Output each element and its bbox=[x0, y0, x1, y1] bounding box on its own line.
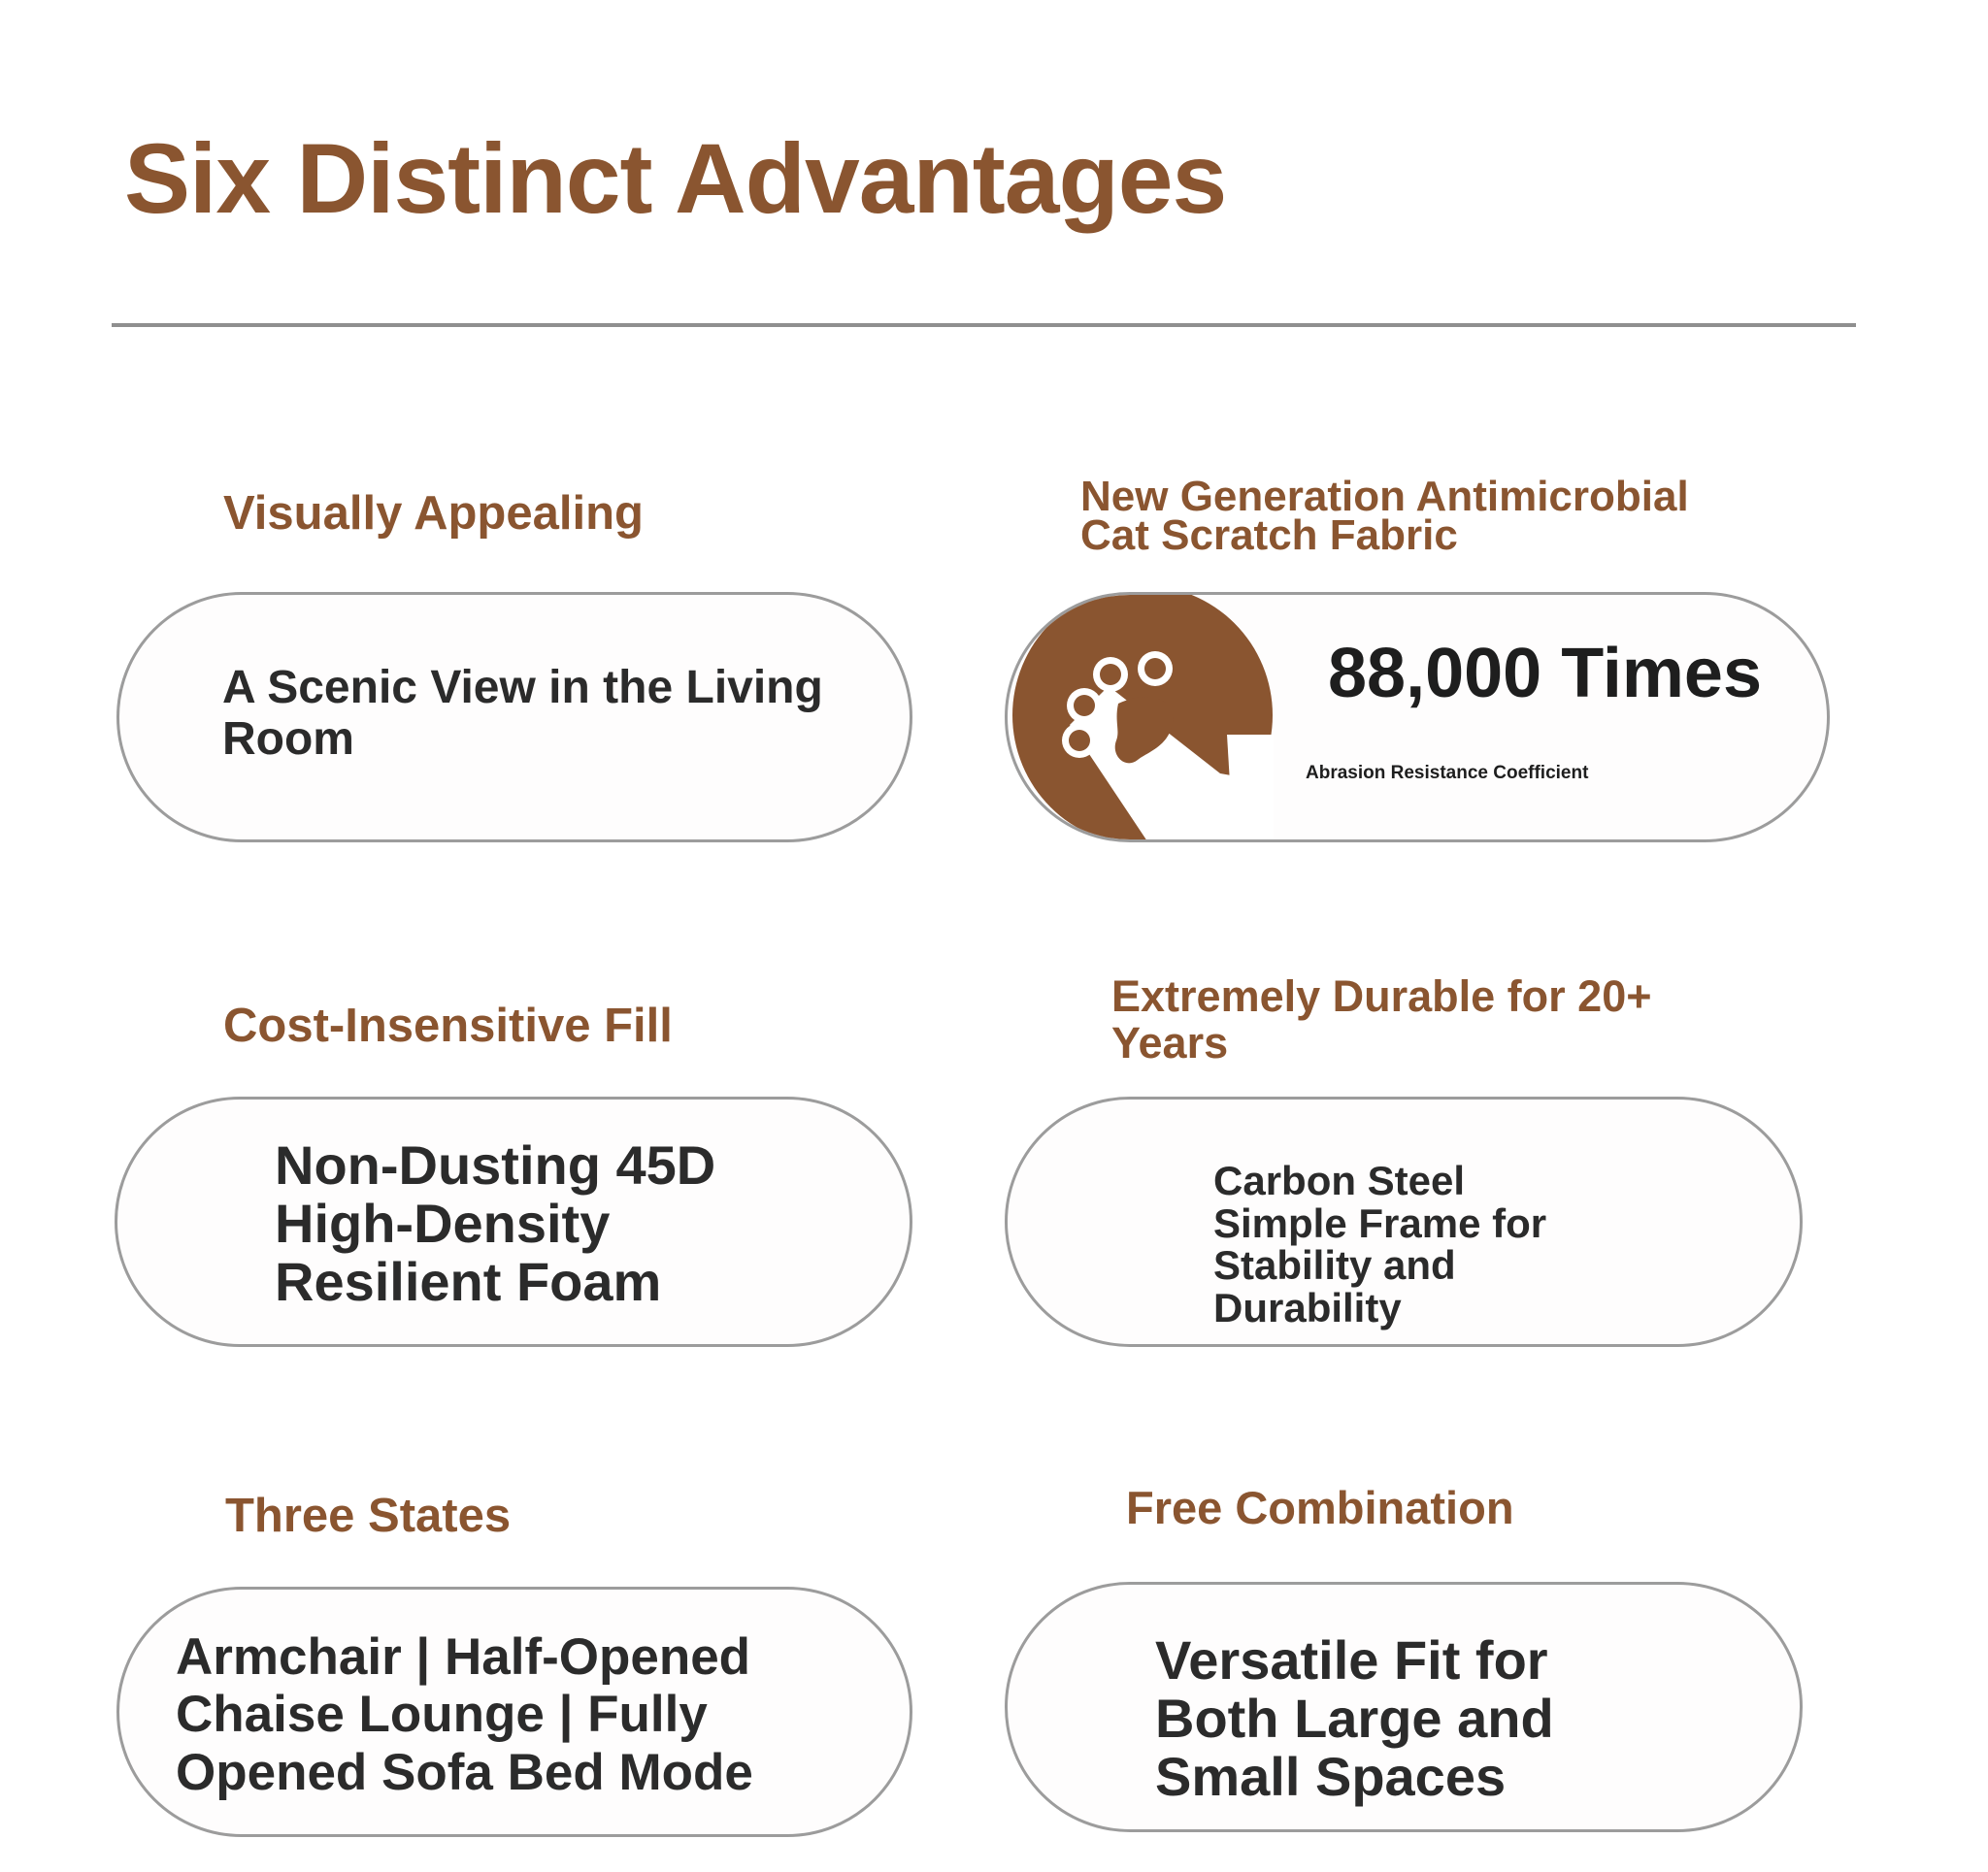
paw-scratch-icon bbox=[1005, 592, 1274, 841]
advantage-card-free-combination bbox=[1005, 1582, 1803, 1832]
advantage-card-three-states bbox=[116, 1587, 912, 1837]
advantage-card-extremely-durable bbox=[1005, 1097, 1803, 1347]
advantage-title-visually-appealing: Visually Appealing bbox=[223, 487, 644, 540]
advantage-title-extremely-durable: Extremely Durable for 20+ Years bbox=[1111, 971, 1652, 1068]
title-divider bbox=[112, 323, 1856, 327]
advantage-card-cost-insensitive-fill bbox=[115, 1097, 912, 1347]
advantage-detail-three-states: Armchair | Half-Opened Chaise Lounge | Fully Opened Sofa Bed Mode bbox=[176, 1628, 753, 1801]
advantage-title-free-combination: Free Combination bbox=[1126, 1482, 1514, 1533]
page-title: Six Distinct Advantages bbox=[124, 123, 1227, 234]
advantage-detail-versatile-fit: Versatile Fit for Both Large and Small Spaces bbox=[1155, 1629, 1554, 1807]
advantage-detail-carbon-steel-frame: Carbon Steel Simple Frame for Stability and Durability bbox=[1213, 1158, 1547, 1331]
advantage-detail-foam: Non-Dusting 45D High-Density Resilient Foam bbox=[275, 1134, 716, 1312]
advantage-card-visually-appealing bbox=[116, 592, 912, 842]
advantage-title-antimicrobial-fabric: New Generation Antimicrobial Cat Scratch Fabric bbox=[1080, 473, 1689, 560]
advantage-detail-scenic-view: A Scenic View in the Living Room bbox=[222, 662, 823, 765]
advantage-card-antimicrobial-fabric bbox=[1005, 592, 1830, 842]
abrasion-stat-caption: Abrasion Resistance Coefficient bbox=[1306, 763, 1589, 783]
advantage-title-cost-insensitive-fill: Cost-Insensitive Fill bbox=[223, 1000, 673, 1052]
advantage-title-three-states: Three States bbox=[225, 1490, 512, 1542]
abrasion-stat-value: 88,000 Times bbox=[1328, 635, 1763, 712]
